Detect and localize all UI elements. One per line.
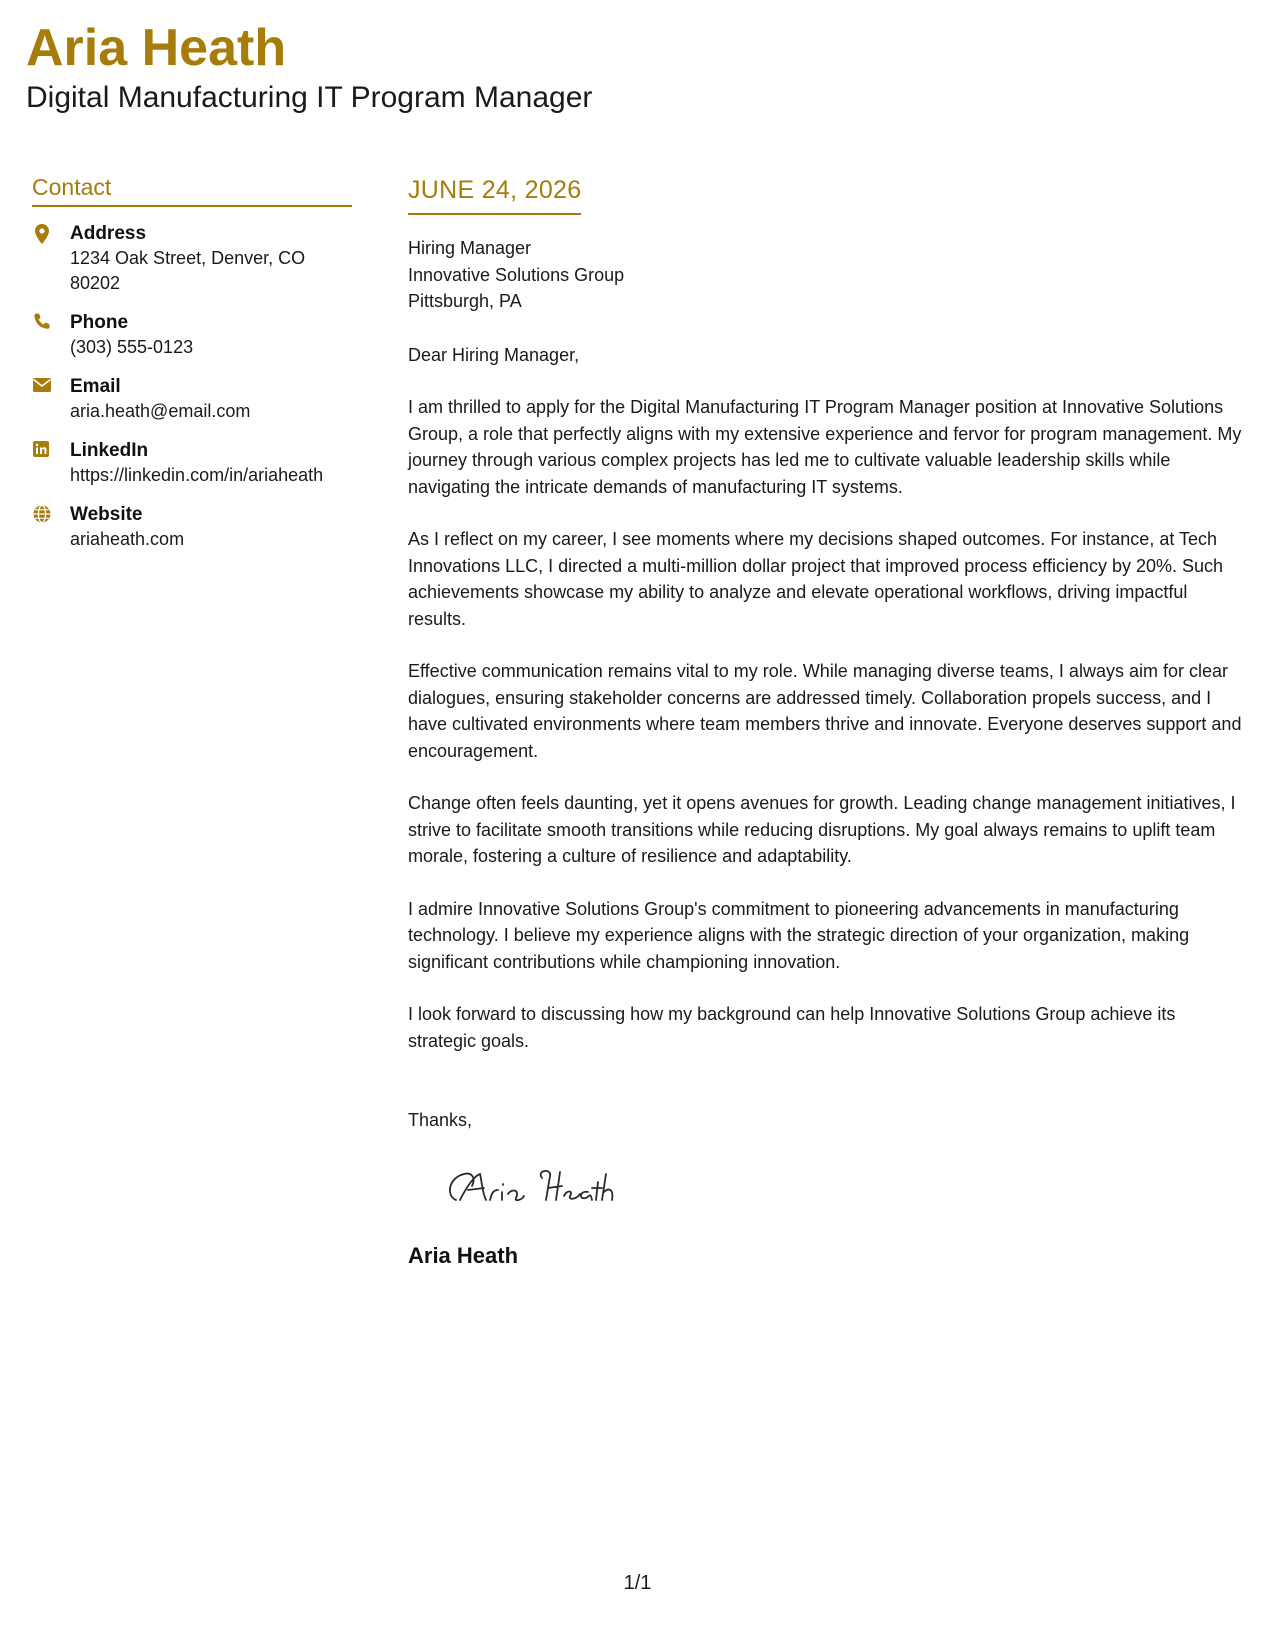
contact-email — [32, 374, 352, 424]
letter-paragraph: I admire Innovative Solutions Group's commitment to pioneering advancements in manufacturing technology. I believe my experience aligns with the strategic direction of your organization, making significant contributions while championing innovation. — [408, 898, 1190, 972]
contact-phone — [32, 310, 352, 360]
contact-label: LinkedIn — [70, 440, 149, 461]
letter-paragraph: I look forward to discussing how my background can help Innovative Solutions Group achieve its strategic goals. — [408, 1004, 1176, 1051]
letter-body — [408, 176, 1248, 1269]
contact-address — [32, 221, 352, 296]
globe-icon — [32, 502, 70, 552]
address-line-2: 80202 — [70, 273, 121, 293]
envelope-icon — [32, 374, 70, 424]
contact-sidebar — [32, 174, 352, 566]
contact-label: Phone — [70, 312, 129, 333]
contact-label: Address — [70, 223, 147, 244]
phone-value: (303) 555-0123 — [70, 337, 194, 357]
contact-website — [32, 502, 352, 552]
handwritten-signature — [442, 1160, 1248, 1215]
signer-name: Aria Heath — [408, 1242, 519, 1268]
email-value[interactable]: aria.heath@email.com — [70, 401, 251, 421]
salutation: Dear Hiring Manager, — [408, 344, 580, 365]
linkedin-value[interactable]: https://linkedin.com/in/ariaheath — [70, 465, 324, 485]
recipient-line: Innovative Solutions Group — [408, 264, 625, 285]
contact-heading: Contact — [32, 174, 352, 207]
phone-icon — [32, 310, 70, 360]
recipient-line: Hiring Manager — [408, 238, 532, 258]
letter-paragraph: Change often feels daunting, yet it opens avenues for growth. Leading change management initiatives, I strive to facilitate smooth transitions while reducing disruptions. My goal always remains to uplift team morale, fostering a culture of resilience and adaptability. — [408, 793, 1236, 866]
recipient-block — [408, 235, 1248, 315]
contact-linkedin — [32, 438, 352, 488]
letter-paragraph: I am thrilled to apply for the Digital Manufacturing IT Program Manager position at Innovative Solutions Group, a role that perfectly aligns with my extensive experience and fervor for program management. My journey through various complex projects has led me to cultivate valuable leadership skills while navigating the intricate demands of manufacturing IT systems. — [408, 397, 1242, 497]
map-pin-icon — [32, 221, 70, 296]
letter-paragraph: As I reflect on my career, I see moments where my decisions shaped outcomes. For instance, at Tech Innovations LLC, I directed a multi-million dollar project that improved process efficiency by 20%. Such achievements showcase my ability to analyze and elevate operational workflows, driving impactful results. — [408, 529, 1224, 629]
letter-paragraph: Effective communication remains vital to my role. While managing diverse teams, I always aim for clear dialogues, ensuring stakeholder concerns are addressed timely. Collaboration propels success, and I have cultivated environments where team members thrive and innovate. Everyone deserves support and encouragement. — [408, 661, 1242, 761]
closing: Thanks, — [408, 1110, 473, 1130]
linkedin-icon — [32, 438, 70, 488]
contact-label: Email — [70, 376, 121, 397]
website-value[interactable]: ariaheath.com — [70, 529, 185, 549]
job-title: Digital Manufacturing IT Program Manager — [26, 81, 593, 114]
contact-list — [32, 221, 352, 552]
contact-label: Website — [70, 504, 143, 525]
candidate-name: Aria Heath — [26, 19, 287, 77]
address-line-1: 1234 Oak Street, Denver, CO — [70, 248, 306, 268]
recipient-line: Pittsburgh, PA — [408, 291, 522, 311]
letter-date: JUNE 24, 2026 — [408, 176, 581, 215]
page-number: 1/1 — [623, 1572, 652, 1594]
